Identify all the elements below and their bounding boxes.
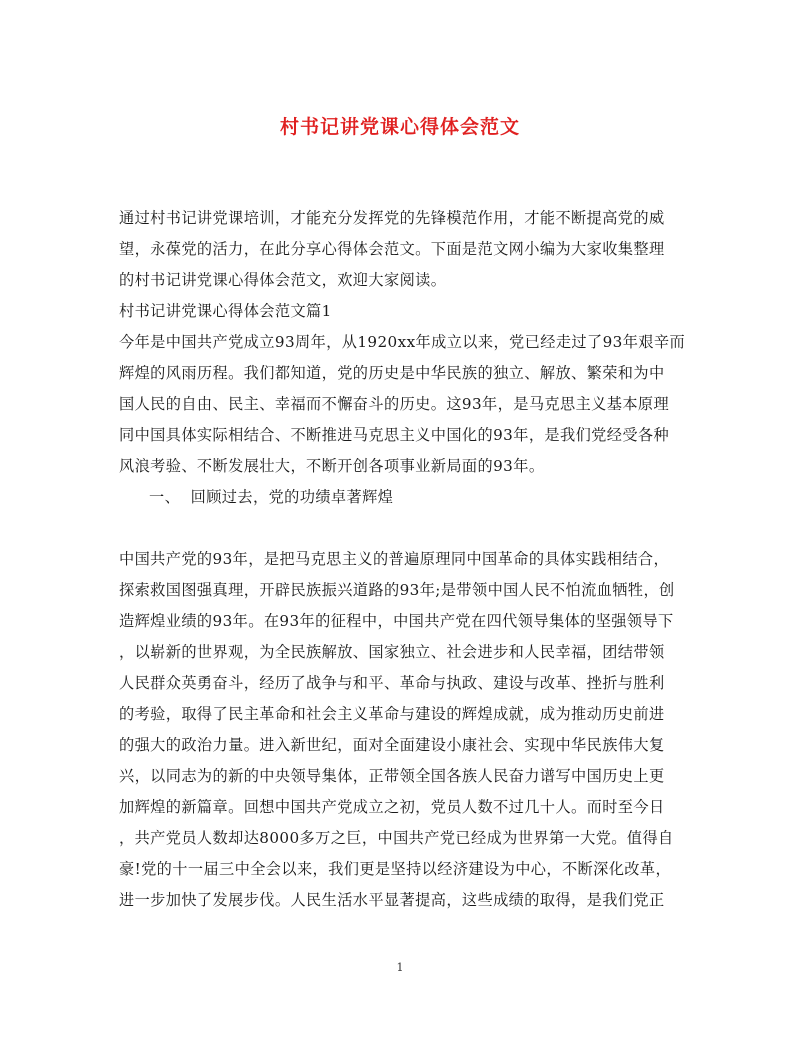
paragraph-line: 中国共产党的93年，是把马克思主义的普遍原理同中国革命的具体实践相结合， bbox=[119, 550, 670, 568]
paragraph-line: ，共产党员人数却达8000多万之巨，中国共产党已经成为世界第一大党。值得自 bbox=[119, 829, 674, 847]
paragraph-line: 的考验，取得了民主革命和社会主义革命与建设的辉煌成就，成为推动历史前进 bbox=[119, 705, 665, 723]
document-title: 村书记讲党课心得体会范文 bbox=[279, 116, 520, 138]
paragraph-line: 今年是中国共产党成立93周年，从1920xx年成立以来，党已经走过了93年艰辛而 bbox=[119, 333, 686, 351]
intro-line: 的村书记讲党课心得体会范文，欢迎大家阅读。 bbox=[119, 271, 447, 289]
paragraph-line: ，以崭新的世界观，为全民族解放、国家独立、社会进步和人民幸福，团结带领 bbox=[119, 643, 665, 661]
paragraph-line: 豪!党的十一届三中全会以来，我们更是坚持以经济建设为中心，不断深化改革， bbox=[119, 860, 672, 878]
subheading: 一、 回顾过去，党的功绩卓著辉煌 bbox=[149, 488, 394, 506]
intro-line: 望，永葆党的活力，在此分享心得体会范文。下面是范文网小编为大家收集整理 bbox=[119, 240, 665, 258]
paragraph-line: 探索救国图强真理，开辟民族振兴道路的93年;是带领中国人民不怕流血牺牲，创 bbox=[119, 581, 675, 599]
paragraph-line: 人民群众英勇奋斗，经历了战争与和平、革命与执政、建设与改革、挫折与胜利 bbox=[119, 674, 665, 692]
paragraph-line: 风浪考验、不断发展壮大，不断开创各项事业新局面的93年。 bbox=[119, 457, 545, 475]
paragraph-line: 进一步加快了发展步伐。人民生活水平显著提高，这些成绩的取得，是我们党正 bbox=[119, 891, 665, 909]
paragraph-line: 同中国具体实际相结合、不断推进马克思主义中国化的93年，是我们党经受各种 bbox=[119, 426, 670, 444]
paragraph-line: 辉煌的风雨历程。我们都知道，党的历史是中华民族的独立、解放、繁荣和为中 bbox=[119, 364, 665, 382]
intro-line: 通过村书记讲党课培训，才能充分发挥党的先锋模范作用，才能不断提高党的威 bbox=[119, 209, 665, 227]
paragraph-line: 造辉煌业绩的93年。在93年的征程中，中国共产党在四代领导集体的坚强领导下 bbox=[119, 612, 674, 630]
paragraph-line: 国人民的自由、民主、幸福而不懈奋斗的历史。这93年，是马克思主义基本原理 bbox=[119, 395, 670, 413]
paragraph-line: 的强大的政治力量。进入新世纪，面对全面建设小康社会、实现中华民族伟大复 bbox=[119, 736, 665, 754]
paragraph-line: 加辉煌的新篇章。回想中国共产党成立之初，党员人数不过几十人。而时至今日 bbox=[119, 798, 665, 816]
section-heading: 村书记讲党课心得体会范文篇1 bbox=[119, 302, 332, 320]
paragraph-line: 兴，以同志为的新的中央领导集体，正带领全国各族人民奋力谱写中国历史上更 bbox=[119, 767, 665, 785]
page-number: 1 bbox=[396, 961, 404, 974]
